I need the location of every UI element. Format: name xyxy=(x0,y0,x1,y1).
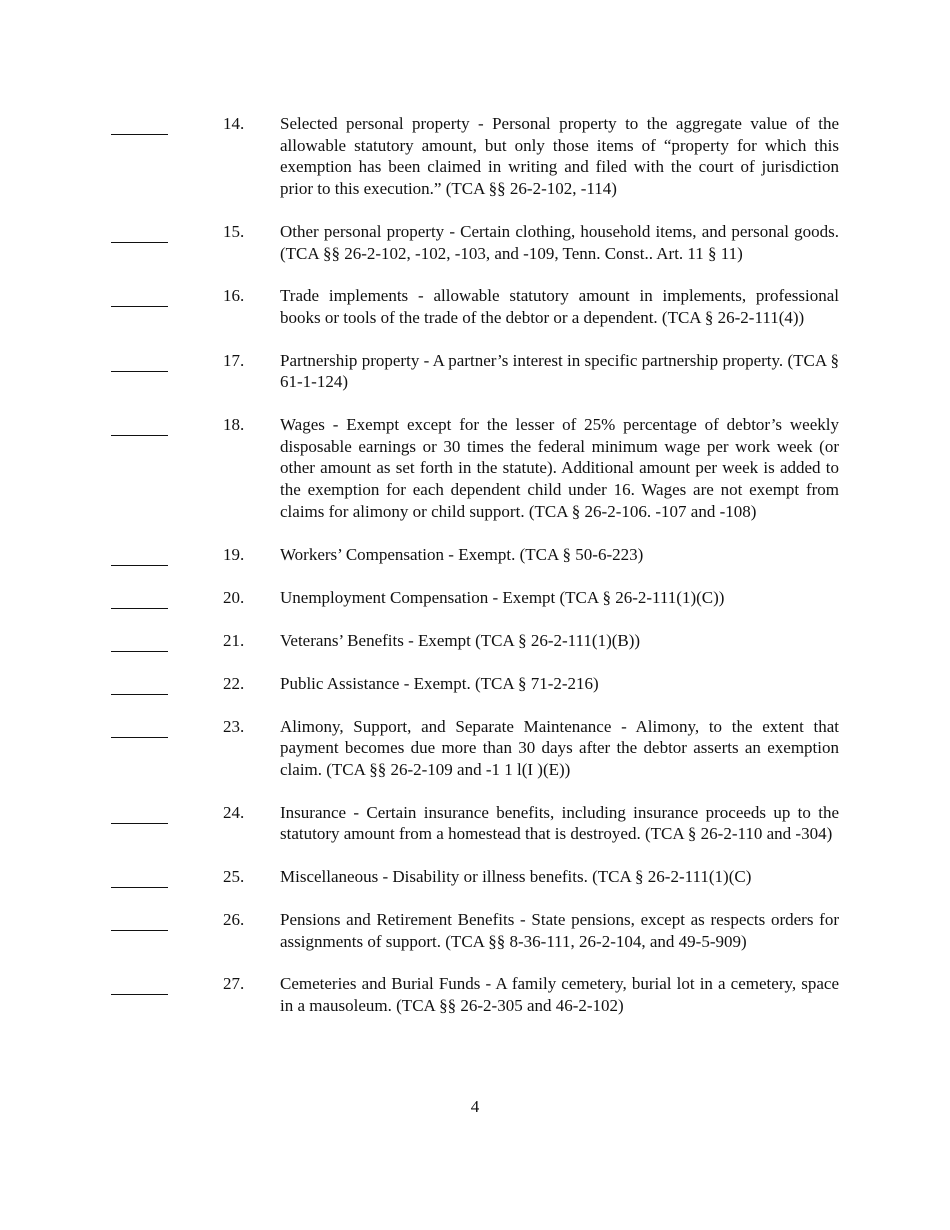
page-number: 4 xyxy=(470,1097,480,1116)
check-blank-line[interactable] xyxy=(111,587,168,609)
list-item xyxy=(0,350,950,393)
item-text: Veterans’ Benefits - Exempt (TCA § 26-2-111(1)(B)) xyxy=(280,630,641,650)
item-number: 20. xyxy=(223,587,245,607)
item-number: 15. xyxy=(223,221,245,241)
item-text: Wages - Exempt except for the lesser of 25% percentage of debtor’s weekly disposable earnings or 30 times the federal minimum wage per work week (or other amount as set forth in the statute). Additional amount per week is added to the exemption for each dependent child under 16. Wages are not exempt from claims for alimony or child support. (TCA § 26-2-106. -107 and -108) xyxy=(280,415,839,521)
item-number: 22. xyxy=(223,673,245,693)
list-item xyxy=(0,587,950,609)
item-text: Trade implements - allowable statutory amount in implements, professional books or tools of the trade of the debtor or a dependent. (TCA § 26-2-111(4)) xyxy=(280,286,839,327)
item-number: 14. xyxy=(223,114,245,133)
item-number: 27. xyxy=(223,974,245,994)
list-item xyxy=(0,802,950,845)
check-blank-line[interactable] xyxy=(111,113,168,135)
item-text: Unemployment Compensation - Exempt (TCA § 26-2-111(1)(C)) xyxy=(280,587,725,607)
list-item xyxy=(0,414,950,523)
item-number: 21. xyxy=(223,630,245,650)
check-blank-line[interactable] xyxy=(111,414,168,436)
item-number: 23. xyxy=(223,716,245,736)
check-blank-line[interactable] xyxy=(111,866,168,888)
item-number: 19. xyxy=(223,544,245,564)
list-item xyxy=(0,544,950,566)
item-number: 18. xyxy=(223,415,245,435)
list-item xyxy=(0,973,950,1016)
check-blank-line[interactable] xyxy=(111,630,168,652)
check-blank-line[interactable] xyxy=(111,673,168,695)
list-item xyxy=(0,673,950,695)
item-number: 16. xyxy=(223,286,245,306)
item-text: Selected personal property - Personal property to the aggregate value of the allowable statutory amount, but only those items of “property for which this exemption has been claimed in writing and filed with the court of jurisdiction prior to this execution.” (TCA §§ 26-2-102, -114) xyxy=(280,114,839,199)
list-item xyxy=(0,221,950,264)
item-text: Other personal property - Certain clothing, household items, and personal goods. (TCA §§ 26-2-102, -102, -103, and -109, Tenn. Const.. Art. 11 § 11) xyxy=(280,221,839,263)
check-blank-line[interactable] xyxy=(111,221,168,243)
item-number: 26. xyxy=(223,910,245,930)
list-item xyxy=(0,909,950,952)
item-text: Cemeteries and Burial Funds - A family cemetery, burial lot in a cemetery, space in a mausoleum. (TCA §§ 26-2-305 and 46-2-102) xyxy=(280,974,839,1016)
item-number: 24. xyxy=(223,802,245,822)
list-item xyxy=(0,716,950,781)
item-text: Partnership property - A partner’s interest in specific partnership property. (TCA § 61-1-124) xyxy=(280,350,839,392)
check-blank-line[interactable] xyxy=(111,544,168,566)
exemption-list xyxy=(0,113,950,1038)
list-item xyxy=(0,630,950,652)
list-item xyxy=(0,866,950,888)
item-text: Workers’ Compensation - Exempt. (TCA § 50-6-223) xyxy=(280,544,644,564)
check-blank-line[interactable] xyxy=(111,285,168,307)
item-number: 25. xyxy=(223,867,245,887)
item-text: Pensions and Retirement Benefits - State pensions, except as respects orders for assignments of support. (TCA §§ 8-36-111, 26-2-104, and 49-5-909) xyxy=(280,910,839,951)
item-text: Public Assistance - Exempt. (TCA § 71-2-216) xyxy=(280,673,599,693)
check-blank-line[interactable] xyxy=(111,802,168,824)
check-blank-line[interactable] xyxy=(111,909,168,931)
item-text: Miscellaneous - Disability or illness benefits. (TCA § 26-2-111(1)(C) xyxy=(280,867,752,887)
item-text: Alimony, Support, and Separate Maintenance - Alimony, to the extent that payment becomes due more than 30 days after the debtor asserts an exemption claim. (TCA §§ 26-2-109 and -1 1 l(I )(E)) xyxy=(280,716,839,779)
item-text: Insurance - Certain insurance benefits, including insurance proceeds up to the statutory amount from a homestead that is destroyed. (TCA § 26-2-110 and -304) xyxy=(280,802,839,844)
item-number: 17. xyxy=(223,350,245,370)
list-item xyxy=(0,113,950,200)
check-blank-line[interactable] xyxy=(111,716,168,738)
list-item xyxy=(0,285,950,328)
check-blank-line[interactable] xyxy=(111,350,168,372)
check-blank-line[interactable] xyxy=(111,973,168,995)
